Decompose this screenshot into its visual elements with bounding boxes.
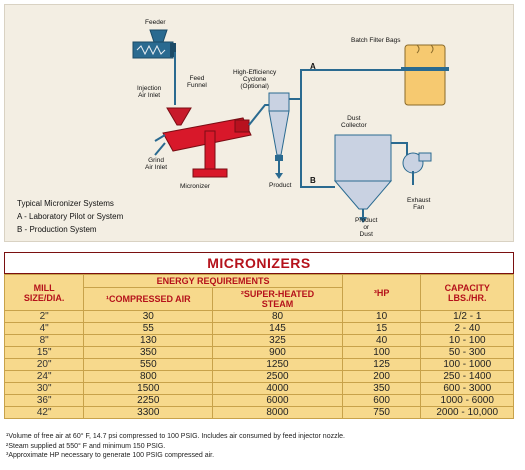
cell-capacity: 10 - 100	[421, 335, 514, 347]
footnote-2: ²Steam supplied at 550° F and minimum 150 PSIG.	[6, 442, 166, 450]
cell-mill-size: 42"	[5, 407, 84, 419]
legend-line-a: A - Laboratory Pilot or System	[17, 212, 124, 221]
path-a-label: A	[310, 62, 316, 71]
table-row	[5, 371, 514, 383]
header-compressed-air: ¹COMPRESSED AIR	[84, 288, 213, 311]
table-row	[5, 359, 514, 371]
cell-mill-size: 24"	[5, 371, 84, 383]
cell-steam: 1250	[213, 359, 343, 371]
header-mill-size: MILL SIZE/DIA.	[5, 275, 84, 311]
injection-air-inlet-label: Injection Air Inlet	[137, 85, 162, 99]
footnotes	[6, 432, 345, 461]
product-label: Product	[269, 182, 292, 189]
cell-capacity: 100 - 1000	[421, 359, 514, 371]
footnote-3: ³Approximate HP necessary to generate 100 PSIG compressed air.	[6, 452, 215, 459]
feeder-icon	[133, 30, 176, 58]
feed-funnel-label: Feed Funnel	[187, 75, 207, 89]
cell-steam: 900	[213, 347, 343, 359]
dust-collector-label: Dust Collector	[341, 115, 367, 129]
cell-capacity: 1/2 - 1	[421, 311, 514, 323]
table-row	[5, 407, 514, 419]
cell-steam: 325	[213, 335, 343, 347]
grind-air-inlet-label: Grind Air Inlet	[145, 157, 168, 171]
cell-mill-size: 30"	[5, 383, 84, 395]
cell-hp: 200	[342, 371, 421, 383]
batch-filter-bags-label: Batch Filter Bags	[351, 37, 401, 44]
cell-compressed-air: 2250	[84, 395, 213, 407]
cyclone-label: High-Efficiency Cyclone (Optional)	[233, 69, 277, 90]
diagram-legend	[17, 197, 123, 236]
cell-hp: 750	[342, 407, 421, 419]
legend-line-b: B - Production System	[17, 225, 97, 234]
cell-hp: 15	[342, 323, 421, 335]
cell-capacity: 50 - 300	[421, 347, 514, 359]
table-row	[5, 347, 514, 359]
table-row	[5, 311, 514, 323]
cell-mill-size: 15"	[5, 347, 84, 359]
cell-compressed-air: 1500	[84, 383, 213, 395]
header-hp: ³HP	[342, 275, 421, 311]
table-body	[5, 311, 514, 419]
table-title: MICRONIZERS	[4, 252, 514, 274]
process-diagram	[4, 4, 514, 242]
cell-hp: 100	[342, 347, 421, 359]
exhaust-fan-icon	[403, 153, 431, 185]
path-b-label: B	[310, 176, 316, 185]
cell-compressed-air: 550	[84, 359, 213, 371]
feeder-label: Feeder	[145, 19, 166, 26]
product-or-dust-label: Product or Dust	[355, 217, 378, 238]
cell-steam: 2500	[213, 371, 343, 383]
header-energy-requirements: ENERGY REQUIREMENTS	[84, 275, 342, 288]
cell-capacity: 2 - 40	[421, 323, 514, 335]
header-capacity: CAPACITY LBS./HR.	[421, 275, 514, 311]
footnote-1: ¹Volume of free air at 60° F, 14.7 psi compressed to 100 PSIG. Includes air consumed by feed injector nozzle.	[6, 433, 345, 440]
micronizer-label: Micronizer	[180, 183, 210, 190]
cell-steam: 145	[213, 323, 343, 335]
dust-collector-icon	[335, 135, 391, 223]
cell-compressed-air: 55	[84, 323, 213, 335]
cell-hp: 600	[342, 395, 421, 407]
cell-capacity: 2000 - 10,000	[421, 407, 514, 419]
feed-funnel-icon	[167, 108, 191, 125]
cell-steam: 8000	[213, 407, 343, 419]
cell-mill-size: 36"	[5, 395, 84, 407]
legend-title: Typical Micronizer Systems	[17, 199, 114, 208]
micronizer-table	[4, 274, 514, 419]
cell-hp: 350	[342, 383, 421, 395]
cell-steam: 80	[213, 311, 343, 323]
cell-hp: 125	[342, 359, 421, 371]
exhaust-fan-label: Exhaust Fan	[407, 197, 431, 211]
micronizer-icon	[155, 118, 251, 177]
cell-steam: 4000	[213, 383, 343, 395]
table-row	[5, 383, 514, 395]
cyclone-icon	[269, 93, 289, 179]
cell-mill-size: 20"	[5, 359, 84, 371]
header-steam: ²SUPER-HEATED STEAM	[213, 288, 343, 311]
cell-mill-size: 8"	[5, 335, 84, 347]
table-row	[5, 323, 514, 335]
cell-compressed-air: 130	[84, 335, 213, 347]
cell-hp: 40	[342, 335, 421, 347]
cell-steam: 6000	[213, 395, 343, 407]
cell-capacity: 600 - 3000	[421, 383, 514, 395]
cell-compressed-air: 350	[84, 347, 213, 359]
cell-compressed-air: 30	[84, 311, 213, 323]
batch-filter-bag-icon	[401, 45, 449, 105]
cell-capacity: 1000 - 6000	[421, 395, 514, 407]
cell-capacity: 250 - 1400	[421, 371, 514, 383]
table-row	[5, 335, 514, 347]
cell-compressed-air: 800	[84, 371, 213, 383]
table-row	[5, 395, 514, 407]
cell-compressed-air: 3300	[84, 407, 213, 419]
cell-mill-size: 4"	[5, 323, 84, 335]
cell-mill-size: 2"	[5, 311, 84, 323]
cell-hp: 10	[342, 311, 421, 323]
